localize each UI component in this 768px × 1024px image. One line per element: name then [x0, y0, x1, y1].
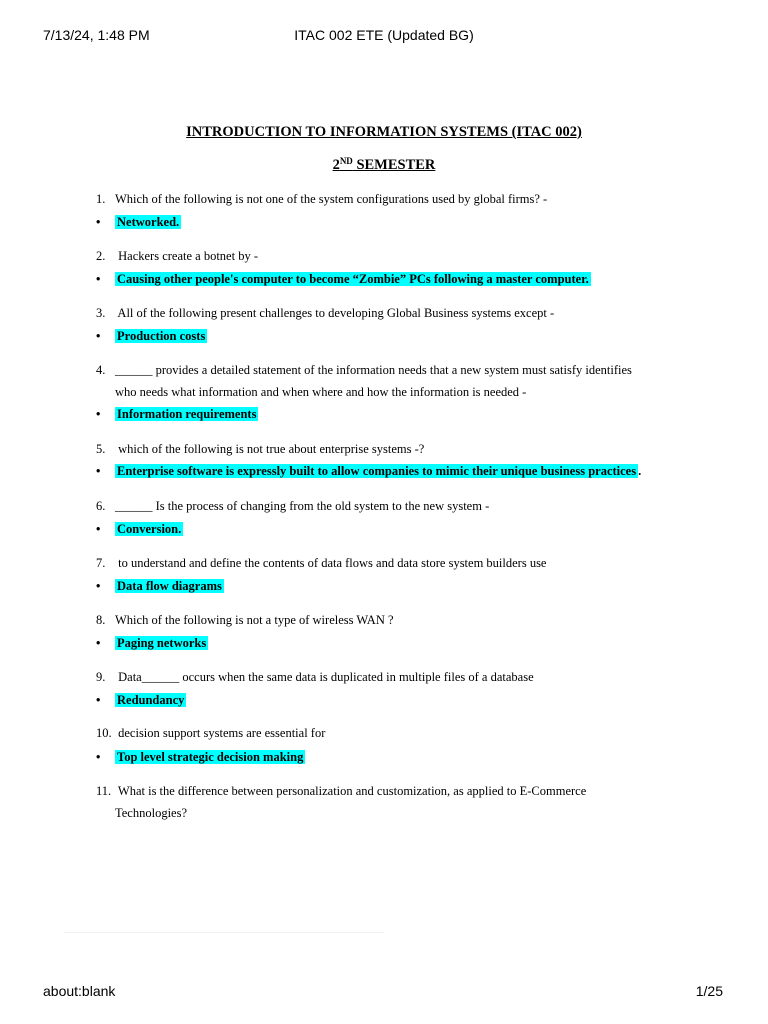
- question-number: 3.: [96, 306, 106, 320]
- question-text: decision support systems are essential for: [115, 726, 326, 740]
- print-doc-title: ITAC 002 ETE (Updated BG): [294, 27, 474, 43]
- question-number: 2.: [96, 249, 106, 263]
- answer-6: [96, 520, 183, 538]
- answer-period: .: [638, 464, 642, 478]
- answer-text: Top level strategic decision making: [117, 750, 304, 764]
- answer-text: Production costs: [117, 329, 206, 343]
- bullet-icon: •: [96, 750, 101, 764]
- answer-text: Conversion.: [117, 522, 182, 536]
- question-8: [96, 609, 686, 631]
- answer-9: [96, 691, 186, 709]
- answer-7: [96, 577, 224, 595]
- question-number: 5.: [96, 442, 106, 456]
- question-number: 11.: [96, 784, 112, 798]
- question-text: Hackers create a botnet by -: [115, 249, 258, 263]
- question-2: [96, 245, 686, 267]
- answer-8: [96, 634, 208, 652]
- bullet-icon: •: [96, 407, 101, 421]
- answer-2: [96, 270, 591, 288]
- answer-text: Enterprise software is expressly built to allow companies to mimic their unique business practices: [117, 464, 637, 478]
- bullet-icon: •: [96, 215, 101, 229]
- answer-10: [96, 748, 305, 766]
- question-text: All of the following present challenges to developing Global Business systems except -: [115, 306, 555, 320]
- bullet-icon: •: [96, 636, 101, 650]
- question-5: [96, 438, 686, 460]
- question-number: 9.: [96, 670, 106, 684]
- print-page-number: 1/25: [695, 983, 723, 999]
- question-text: Which of the following is not a type of wireless WAN ?: [115, 613, 394, 627]
- answer-5: [96, 462, 641, 480]
- bullet-icon: •: [96, 522, 101, 536]
- answer-text: Causing other people's computer to become “Zombie” PCs following a master computer.: [117, 272, 589, 286]
- print-url: about:blank: [43, 983, 116, 999]
- question-number: 6.: [96, 499, 106, 513]
- answer-text: Data flow diagrams: [117, 579, 222, 593]
- document-title: INTRODUCTION TO INFORMATION SYSTEMS (ITAC 002): [186, 124, 582, 140]
- answer-1: [96, 213, 181, 231]
- question-text: ______ provides a detailed statement of the information needs that a new system must satisfy identifies: [115, 363, 632, 377]
- question-number: 4.: [96, 363, 106, 377]
- bullet-icon: •: [96, 579, 101, 593]
- bullet-icon: •: [96, 693, 101, 707]
- question-6: [96, 495, 686, 517]
- bullet-icon: •: [96, 464, 101, 478]
- semester-ordinal-suffix: ND: [339, 156, 353, 166]
- question-9: [96, 666, 686, 688]
- answer-text: Networked.: [117, 215, 180, 229]
- answer-4: [96, 405, 258, 423]
- question-number: 7.: [96, 556, 106, 570]
- question-text: What is the difference between personalization and customization, as applied to E-Commerce: [115, 784, 587, 798]
- question-text-continued: who needs what information and when where and how the information is needed -: [115, 385, 527, 399]
- question-text: Which of the following is not one of the system configurations used by global firms? -: [115, 192, 548, 206]
- question-1: [96, 188, 686, 210]
- answer-text: Information requirements: [117, 407, 257, 421]
- question-text: to understand and define the contents of data flows and data store system builders use: [115, 556, 547, 570]
- answer-text: Redundancy: [117, 693, 185, 707]
- faint-divider: [64, 932, 384, 933]
- question-text-continued: Technologies?: [115, 806, 188, 820]
- semester-number: 2: [332, 157, 340, 173]
- semester-heading: [0, 157, 768, 174]
- semester-word: SEMESTER: [352, 157, 436, 173]
- question-text: which of the following is not true about enterprise systems -?: [115, 442, 425, 456]
- question-text: Data______ occurs when the same data is duplicated in multiple files of a database: [115, 670, 534, 684]
- question-text: ______ Is the process of changing from the old system to the new system -: [115, 499, 490, 513]
- print-datetime: 7/13/24, 1:48 PM: [43, 27, 150, 43]
- question-4: [96, 359, 686, 403]
- question-10: [96, 722, 686, 744]
- question-number: 10.: [96, 726, 112, 740]
- question-11: [96, 780, 686, 824]
- bullet-icon: •: [96, 329, 101, 343]
- question-3: [96, 302, 686, 324]
- question-number: 1.: [96, 192, 106, 206]
- question-7: [96, 552, 686, 574]
- answer-3: [96, 327, 207, 345]
- answer-text: Paging networks: [117, 636, 207, 650]
- question-number: 8.: [96, 613, 106, 627]
- bullet-icon: •: [96, 272, 101, 286]
